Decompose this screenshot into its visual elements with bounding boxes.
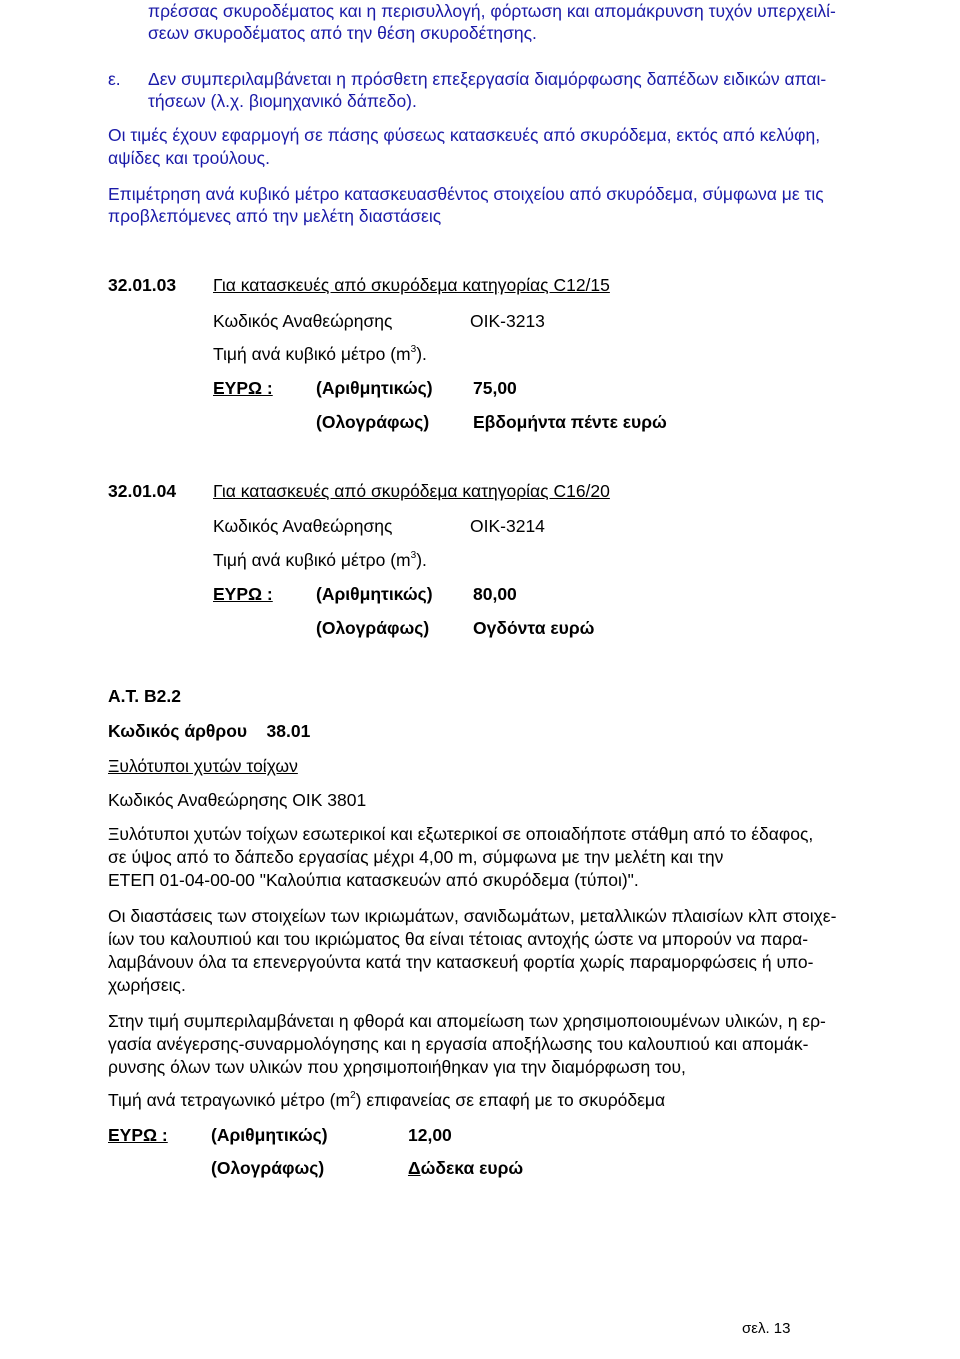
words-label: (Ολογράφως)	[316, 412, 430, 432]
item-title: Για κατασκευές από σκυρόδεμα κατηγορίας C16/20	[213, 481, 610, 501]
item-title: Για κατασκευές από σκυρόδεμα κατηγορίας C12/15	[213, 275, 610, 295]
revision-label: Κωδικός Αναθεώρησης	[213, 311, 393, 331]
revision-code: ΟΙΚ-3214	[470, 516, 545, 536]
euro-label: ΕΥΡΩ :	[213, 378, 273, 398]
paragraph-line: Ξυλότυποι χυτών τοίχων εσωτερικοί και εξωτερικοί σε οποιαδήποτε στάθμη από το έδαφος,	[108, 824, 814, 844]
words-value	[408, 1157, 523, 1179]
paragraph-line: Οι τιμές έχουν εφαρμογή σε πάσης φύσεως κατασκευές από σκυρόδεμα, εκτός από κελύφη,	[108, 125, 821, 145]
words-label: (Ολογράφως)	[316, 618, 430, 638]
paragraph-line: τήσεων (λ.χ. βιομηχανικό δάπεδο).	[148, 91, 417, 111]
numeric-label: (Αριθμητικώς)	[316, 584, 433, 604]
revision-code: ΟΙΚ-3213	[470, 311, 545, 331]
euro-label: ΕΥΡΩ :	[108, 1125, 168, 1145]
article-at: Α.Τ. Β2.2	[108, 686, 181, 706]
numeric-label: (Αριθμητικώς)	[316, 378, 433, 398]
words-value: Εβδομήντα πέντε ευρώ	[473, 412, 667, 432]
item-code: 32.01.04	[108, 481, 177, 501]
article-title: Ξυλότυποι χυτών τοίχων	[108, 756, 298, 776]
paragraph-line: λαμβάνουν όλα τα επενεργούντα κατά την κατασκευή φορτία χωρίς παραμορφώσεις ή υπο-	[108, 952, 814, 972]
unit-line: Τιμή ανά κυβικό μέτρο $(m^3)$.	[213, 344, 427, 364]
unit-line: Τιμή ανά κυβικό μέτρο $(m^3)$.	[213, 550, 427, 570]
paragraph-line: σεων σκυροδέματος από την θέση σκυροδέτησης.	[148, 23, 537, 43]
words-value: Ογδόντα ευρώ	[473, 618, 595, 638]
numeric-value: 12,00	[408, 1125, 452, 1145]
numeric-label: (Αριθμητικώς)	[211, 1125, 328, 1145]
paragraph-line: Οι διαστάσεις των στοιχείων των ικριωμάτων, σανιδωμάτων, μεταλλικών πλαισίων κλπ στοιχε-	[108, 906, 837, 926]
paragraph-line: σε ύψος από το δάπεδο εργασίας μέχρι 4,00 m, σύμφωνα με την μελέτη και την	[108, 847, 724, 867]
paragraph-line: αψίδες και τρούλους.	[108, 148, 270, 168]
numeric-value: 75,00	[473, 378, 517, 398]
paragraph-line: Δεν συμπεριλαμβάνεται η πρόσθετη επεξεργασία διαμόρφωσης δαπέδων ειδικών απαι-	[148, 69, 827, 89]
page-number: σελ. 13	[742, 1320, 791, 1337]
words-label: (Ολογράφως)	[211, 1158, 325, 1178]
paragraph-line: χωρήσεις.	[108, 975, 186, 995]
paragraph-line: πρέσσας σκυροδέματος και η περισυλλογή, φόρτωση και απομάκρυνση τυχόν υπερχειλί-	[148, 1, 836, 21]
item-code: 32.01.03	[108, 275, 177, 295]
words-value-rest: ώδεκα ευρώ	[420, 1158, 524, 1178]
words-value-first-letter: Δ	[408, 1158, 421, 1178]
list-marker: ε.	[108, 69, 121, 89]
paragraph-line: Στην τιμή συμπεριλαμβάνεται η φθορά και απομείωση των χρησιμοποιουμένων υλικών, η ερ-	[108, 1011, 826, 1031]
paragraph-line: ΕΤΕΠ 01-04-00-00 "Καλούπια κατασκευών από σκυρόδεμα (τύποι)".	[108, 870, 639, 890]
unit-line: Τιμή ανά τετραγωνικό μέτρο $(m^2)$ επιφανείας σε επαφή με το σκυρόδεμα	[108, 1090, 666, 1110]
article-code-line: Κωδικός άρθρου 38.01	[108, 721, 311, 741]
paragraph-line: Επιμέτρηση ανά κυβικό μέτρο κατασκευασθέντος στοιχείου από σκυρόδεμα, σύμφωνα με τις	[108, 184, 824, 204]
paragraph-line: προβλεπόμενες από την μελέτη διαστάσεις	[108, 206, 442, 226]
paragraph-line: ίων του καλουπιού και του ικριώματος θα είναι τέτοιας αντοχής ώστε να μπορούν να παρα-	[108, 929, 809, 949]
paragraph-line: γασία ανέγερσης-συναρμολόγησης και η εργασία αποξήλωσης του καλουπιού και απομάκ-	[108, 1034, 809, 1054]
article-revision: Κωδικός Αναθεώρησης ΟΙΚ 3801	[108, 790, 367, 810]
revision-label: Κωδικός Αναθεώρησης	[213, 516, 393, 536]
euro-label: ΕΥΡΩ :	[213, 584, 273, 604]
numeric-value: 80,00	[473, 584, 517, 604]
paragraph-line: ρυνσης όλων των υλικών που χρησιμοποιήθηκαν για την διαμόρφωση του,	[108, 1057, 686, 1077]
